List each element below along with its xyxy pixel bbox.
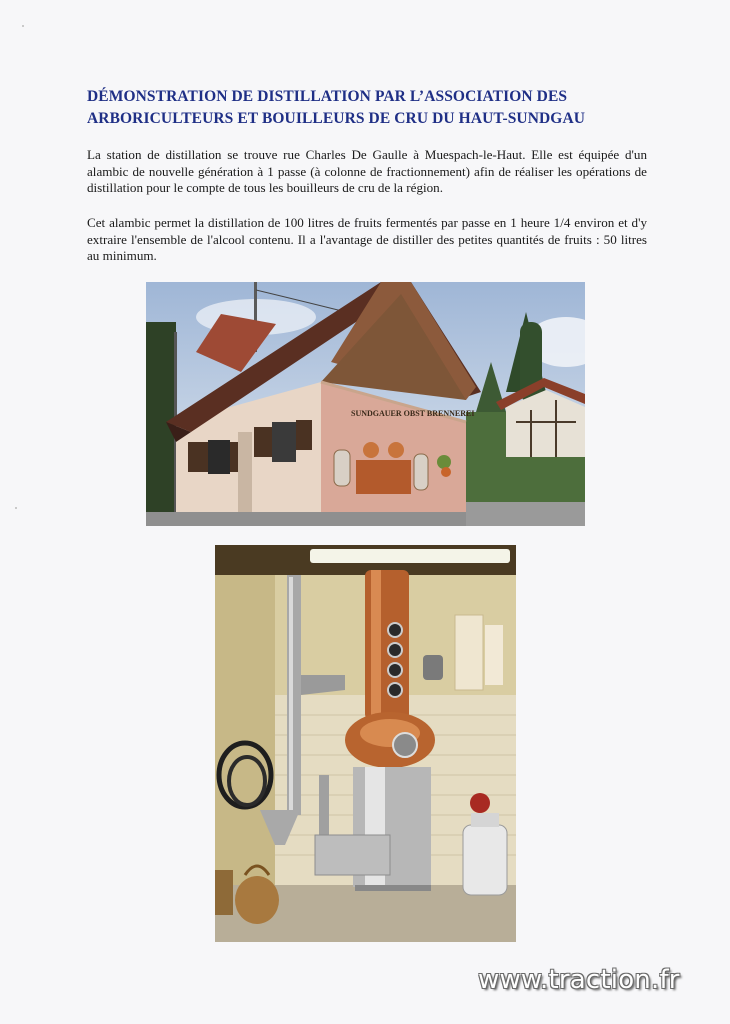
paragraph-capacity: Cet alambic permet la distillation de 100 litres de fruits fermentés par passe en 1 heure 1/4 environ et d'y extraire l'ensemble de l'alcool contenu. Il a l'avantage de distiller des petites quantités de fruits : 50 litres au minimum. — [87, 215, 647, 263]
photo-copper-still — [215, 545, 516, 942]
document-title — [87, 86, 647, 130]
scan-speck — [22, 25, 24, 27]
paragraph-location: La station de distillation se trouve rue Charles De Gaulle à Muespach-le-Haut. Elle est équipée d'un alambic de nouvelle génération à 1 passe (à colonne de fractionnement) afin de réaliser les opérations de distillation pour le compte de tous les bouilleurs de cru de la région. — [87, 147, 647, 195]
building-sign-text: SUNDGAUER OBST BRENNEREI — [351, 409, 475, 418]
photo-distillery-building — [146, 282, 585, 526]
title-line-2: ARBORICULTEURS ET BOUILLEURS DE CRU DU HAUT-SUNDGAU — [87, 110, 586, 127]
scan-speck — [15, 507, 17, 509]
title-line-1: DÉMONSTRATION DE DISTILLATION PAR L’ASSOCIATION DES — [87, 88, 568, 105]
watermark: www.traction.fr — [478, 965, 680, 995]
